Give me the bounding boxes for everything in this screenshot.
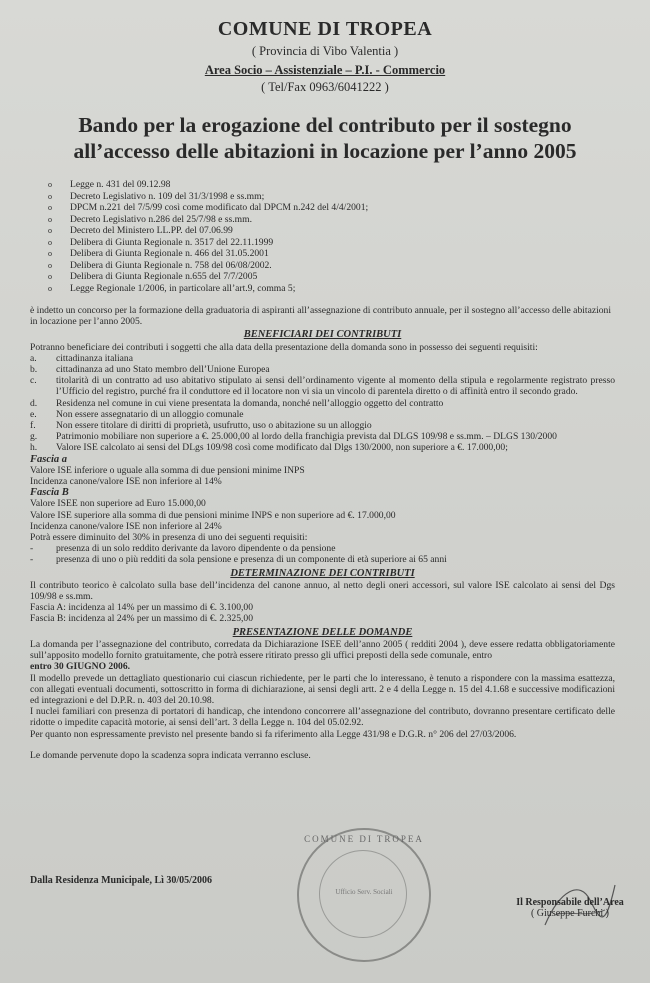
circle-bullet-icon: o xyxy=(48,226,52,235)
fascia-a-heading: Fascia a xyxy=(30,453,68,465)
intro-paragraph: è indetto un concorso per la formazione della graduatoria di aspiranti all’assegnazione di contributo annuale, per il sostegno all’accesso delle abitazioni in locazione per l’anno 2005. xyxy=(30,305,612,328)
official-stamp xyxy=(297,828,431,962)
dash-text: presenza di uno o più redditi da sola pensione e presenza di un componente di età superiore ai 65 anni xyxy=(56,554,447,566)
circle-bullet-icon: o xyxy=(48,283,52,293)
item-letter: c. xyxy=(30,375,37,387)
law-item xyxy=(28,237,628,249)
residenza-date: Dalla Residenza Municipale, Lì 30/05/2006 xyxy=(30,875,212,886)
item-text: Non essere titolare di diritti di proprietà, usufrutto, uso o abitazione su un alloggio xyxy=(56,420,372,432)
notice-body xyxy=(30,297,615,761)
responsabile-name: ( Giuseppe Furchi ) xyxy=(530,908,610,919)
presentazione-paragraph-2: Il modello prevede un dettagliato questionario cui ciascun richiedente, per le parti che lo interessano, è tenuto a rispondere con la massima esattezza, con allegati eventuali documenti, sottoscritto in forma di dichiarazione, ai sensi degli artt. 2 e 4 della Legge n. 15 del 4.1.68 e successive modificazioni ed integrazioni e del D.P.R. n. 403 del 20.10.98. xyxy=(30,672,615,706)
tel-line: ( Tel/Fax 0963/6041222 ) xyxy=(261,80,389,94)
item-letter: d. xyxy=(30,397,38,409)
dash-text: presenza di un solo reddito derivante da lavoro dipendente o da pensione xyxy=(56,543,336,555)
dash-item xyxy=(30,543,615,554)
fascia-b-line: Valore ISEE non superiore ad Euro 15.000,00 xyxy=(30,498,206,510)
circle-bullet-icon: o xyxy=(48,214,52,224)
law-text: Decreto del Ministero LL.PP. del 07.06.99 xyxy=(70,225,233,236)
requirement-item xyxy=(30,420,615,431)
law-item xyxy=(28,214,628,226)
fascia-b-line: Valore ISE superiore alla somma di due pensioni minime INPS e non superiore ad €. 17.000,00 xyxy=(30,509,396,521)
law-item xyxy=(28,283,628,295)
dash-item xyxy=(30,554,615,565)
dash-bullet-icon: - xyxy=(30,543,34,555)
law-item xyxy=(28,260,628,272)
provincia-line: ( Provincia di Vibo Valentia ) xyxy=(251,44,399,58)
law-text: Decreto Legislativo n. 109 del 31/3/1998 e ss.mm; xyxy=(70,190,265,202)
determinazione-text: Il contributo teorico è calcolato sulla base dell’incidenza del canone annuo, al netto degli oneri accessori, sul valore ISE calcolato ai sensi del Dgs 109/98 e ss.mm. xyxy=(30,579,615,603)
item-text: Non essere assegnatario di un alloggio comunale xyxy=(56,408,244,420)
item-letter: e. xyxy=(30,408,37,420)
title-line-2: all’accesso delle abitazioni in locazione per l’anno 2005 xyxy=(73,139,577,163)
circle-bullet-icon: o xyxy=(48,272,52,281)
circle-bullet-icon: o xyxy=(48,249,52,258)
item-letter: b. xyxy=(30,364,38,376)
fascia-b-line: Incidenza canone/valore ISE non inferiore al 24% xyxy=(30,520,222,532)
circle-bullet-icon: o xyxy=(48,203,52,212)
requirement-item xyxy=(30,409,615,420)
law-text: Legge Regionale 1/2006, in particolare all’art.9, comma 5; xyxy=(70,282,296,294)
fascia-a-amount: Fascia A: incidenza al 14% per un massimo di €. 3.100,00 xyxy=(30,602,254,614)
stamp-inner-text: Ufficio Serv. Sociali xyxy=(335,888,393,896)
section-heading-determinazione: DETERMINAZIONE DEI CONTRIBUTI xyxy=(230,567,415,579)
comune-title: COMUNE DI TROPEA xyxy=(217,18,433,40)
requirements-lead: Potranno beneficiare dei contributi i soggetti che alla data della presentazione della domanda sono in possesso dei seguenti requisiti: xyxy=(30,341,538,353)
fascia-b-line: Potrà essere diminuito del 30% in presenza di uno dei seguenti requisiti: xyxy=(30,532,308,544)
law-text: Decreto Legislativo n.286 del 25/7/98 e ss.mm. xyxy=(70,213,252,225)
stamp-ring-text: COMUNE DI TROPEA xyxy=(304,834,424,844)
circle-bullet-icon: o xyxy=(48,237,52,247)
deadline-text: entro 30 GIUGNO 2006. xyxy=(30,661,131,673)
section-heading-presentazione: PRESENTAZIONE DELLE DOMANDE xyxy=(232,626,413,638)
law-text: Delibera di Giunta Regionale n. 466 del 31.05.2001 xyxy=(70,248,269,259)
area-line xyxy=(0,63,650,78)
law-text: Delibera di Giunta Regionale n.655 del 7/7/2005 xyxy=(70,271,258,282)
fascia-b-amount: Fascia B: incidenza al 24% per un massimo di €. 2.325,00 xyxy=(30,613,254,625)
law-item xyxy=(28,202,628,214)
responsabile-label: Il Responsabile dell’Area xyxy=(516,897,624,908)
law-item xyxy=(28,248,628,260)
law-text: DPCM n.221 del 7/5/99 così come modificato dal DPCM n.242 del 4/4/2001; xyxy=(70,202,369,213)
item-text: Residenza nel comune in cui viene presentata la domanda, nonché nell’alloggio oggetto del contratto xyxy=(56,397,444,409)
section-heading-beneficiari: BENEFICIARI DEI CONTRIBUTI xyxy=(243,329,402,341)
title-line-1: Bando per la erogazione del contributo per il sostegno xyxy=(78,113,572,137)
presentazione-paragraph-3: I nuclei familiari con presenza di portatori di handicap, che intendono concorrere all’assegnazione del contributo, dovranno presentare certificato delle ridotte o impedite capacità motorie, ai sensi dell’art. 3 della Legge n. 104 del 05.02.92. xyxy=(30,706,615,729)
item-text: titolarità di un contratto ad uso abitativo stipulato ai sensi dell’ordinamento vigente al momento della stipula e regolarmente registrato presso l’Ufficio del registro, purché fra il conduttore ed il locatore non vi sia un vincolo di parentela diretto o di affinità entro il secondo grado. xyxy=(56,375,615,398)
item-text: Patrimonio mobiliare non superiore a €. 25.000,00 al lordo della franchigia prevista dal DLGS 109/98 e ss.mm. – DLGS 130/2000 xyxy=(56,431,557,443)
item-letter: h. xyxy=(30,442,38,454)
item-letter: g. xyxy=(30,431,38,443)
requirement-item xyxy=(30,442,615,453)
circle-bullet-icon: o xyxy=(48,260,52,270)
exclusion-note: Le domande pervenute dopo la scadenza sopra indicata verranno escluse. xyxy=(30,749,311,761)
area-text: Area Socio – Assistenziale – P.I. - Commercio xyxy=(204,63,446,77)
fascia-b-heading: Fascia B xyxy=(30,487,69,499)
presentazione-paragraph-4: Per quanto non espressamente previsto nel presente bando si fa riferimento alla Legge 431/98 e D.G.R. n° 206 del 27/03/2006. xyxy=(30,728,517,740)
presentazione-paragraph-1: La domanda per l’assegnazione del contributo, corredata da Dichiarazione ISEE dell’anno 2005 ( redditi 2004 ), deve essere redatta obbligatoriamente sull’apposito modello fornito gratuitamente, che potrà essere ritirato presso gli uffici preposti della sede comunale, entro xyxy=(30,638,615,662)
item-letter: f. xyxy=(30,420,36,432)
law-item xyxy=(28,225,628,237)
signature-block xyxy=(500,897,640,919)
law-text: Delibera di Giunta Regionale n. 3517 del 22.11.1999 xyxy=(70,236,274,248)
law-item xyxy=(28,179,628,191)
requirement-item xyxy=(30,375,615,397)
law-text: Legge n. 431 del 09.12.98 xyxy=(70,179,171,190)
item-text: Valore ISE calcolato ai sensi del DLgs 109/98 così come modificato dal Dlgs 130/2000, non superiore a €. 17.000,00; xyxy=(56,442,508,454)
bando-title xyxy=(0,112,650,164)
item-letter: a. xyxy=(30,352,37,364)
requirement-item xyxy=(30,364,615,375)
fascia-a-line: Incidenza canone/valore ISE non inferiore al 14% xyxy=(30,476,222,488)
law-item xyxy=(28,271,628,283)
requirement-item xyxy=(30,353,615,364)
circle-bullet-icon: o xyxy=(48,180,52,189)
law-text: Delibera di Giunta Regionale n. 758 del 06/08/2002. xyxy=(70,259,272,271)
dash-bullet-icon: - xyxy=(30,554,34,566)
item-text: cittadinanza ad uno Stato membro dell’Unione Europea xyxy=(56,364,270,376)
legal-references-list xyxy=(28,179,628,294)
requirement-item xyxy=(30,398,615,409)
requirement-item xyxy=(30,431,615,442)
fascia-a-line: Valore ISE inferiore o uguale alla somma di due pensioni minime INPS xyxy=(30,464,305,476)
circle-bullet-icon: o xyxy=(48,191,52,201)
law-item xyxy=(28,191,628,203)
item-text: cittadinanza italiana xyxy=(56,352,133,364)
